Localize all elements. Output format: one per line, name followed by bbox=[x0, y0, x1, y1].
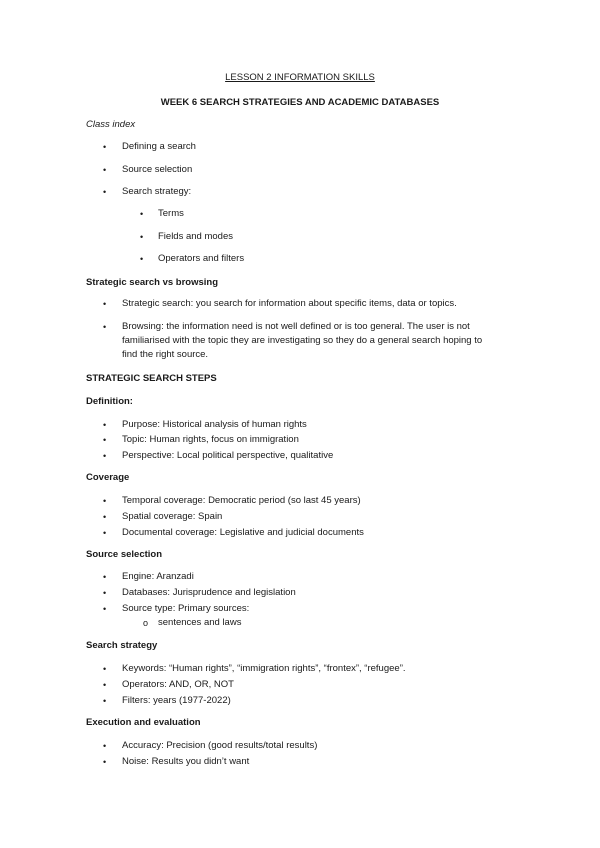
class-index-item: Source selection bbox=[122, 164, 193, 175]
bullet-icon: • bbox=[103, 680, 107, 690]
definition-item: Topic: Human rights, focus on immigration bbox=[122, 434, 299, 445]
coverage-item: Spatial coverage: Spain bbox=[122, 511, 223, 522]
strategy-item: Operators: AND, OR, NOT bbox=[122, 679, 234, 690]
execution-item: Accuracy: Precision (good results/total results) bbox=[122, 740, 318, 751]
class-index-item: Defining a search bbox=[122, 141, 196, 152]
class-index-heading: Class index bbox=[86, 119, 136, 130]
source-selection-heading: Source selection bbox=[86, 549, 163, 560]
definition-heading: Definition: bbox=[86, 396, 133, 407]
bullet-icon: • bbox=[103, 696, 107, 706]
definition-item: Perspective: Local political perspective, qualitative bbox=[122, 450, 334, 461]
bullet-icon: • bbox=[103, 420, 107, 430]
bullet-icon: • bbox=[103, 435, 107, 445]
coverage-item: Documental coverage: Legislative and judicial documents bbox=[122, 527, 364, 538]
bullet-icon: • bbox=[103, 664, 107, 674]
circle-bullet-icon: o bbox=[143, 618, 149, 628]
execution-heading: Execution and evaluation bbox=[86, 717, 201, 728]
definition-item: Purpose: Historical analysis of human rights bbox=[122, 419, 307, 430]
strategy-item: Filters: years (1977-2022) bbox=[122, 695, 231, 706]
bullet-icon: • bbox=[103, 741, 107, 751]
source-item: Databases: Jurisprudence and legislation bbox=[122, 587, 296, 598]
strategic-item-line: familiarised with the topic they are investigating so they do a general search hoping to bbox=[122, 335, 483, 346]
bullet-icon: • bbox=[103, 165, 107, 175]
source-item: Engine: Aranzadi bbox=[122, 571, 194, 582]
strategic-heading: Strategic search vs browsing bbox=[86, 277, 218, 288]
bullet-icon: • bbox=[103, 757, 107, 767]
strategy-item: Keywords: “Human rights”, “immigration rights”, “frontex”, “refugee”. bbox=[122, 663, 406, 674]
source-subitem: sentences and laws bbox=[158, 617, 242, 628]
bullet-icon: • bbox=[103, 528, 107, 538]
bullet-icon: • bbox=[103, 512, 107, 522]
execution-item: Noise: Results you didn’t want bbox=[122, 756, 250, 767]
strategic-item-line: Browsing: the information need is not well defined or is too general. The user is not bbox=[122, 321, 470, 332]
class-index-item: Search strategy: bbox=[122, 186, 192, 197]
bullet-icon: • bbox=[140, 232, 144, 242]
bullet-icon: • bbox=[103, 451, 107, 461]
steps-heading: STRATEGIC SEARCH STEPS bbox=[86, 373, 217, 384]
bullet-icon: • bbox=[103, 299, 107, 309]
bullet-icon: • bbox=[103, 142, 107, 152]
bullet-icon: • bbox=[140, 254, 144, 264]
bullet-icon: • bbox=[103, 322, 107, 332]
source-item: Source type: Primary sources: bbox=[122, 603, 250, 614]
strategic-item: Strategic search: you search for information about specific items, data or topics. bbox=[122, 298, 457, 309]
class-index-subitem: Fields and modes bbox=[158, 231, 233, 242]
week-subtitle: WEEK 6 SEARCH STRATEGIES AND ACADEMIC DATABASES bbox=[160, 97, 440, 108]
class-index-subitem: Terms bbox=[158, 208, 184, 219]
coverage-item: Temporal coverage: Democratic period (so last 45 years) bbox=[122, 495, 361, 506]
bullet-icon: • bbox=[103, 496, 107, 506]
coverage-heading: Coverage bbox=[86, 472, 130, 483]
lesson-title: LESSON 2 INFORMATION SKILLS bbox=[225, 72, 375, 83]
class-index-subitem: Operators and filters bbox=[158, 253, 245, 264]
bullet-icon: • bbox=[103, 572, 107, 582]
bullet-icon: • bbox=[103, 588, 107, 598]
bullet-icon: • bbox=[103, 604, 107, 614]
search-strategy-heading: Search strategy bbox=[86, 640, 158, 651]
bullet-icon: • bbox=[103, 187, 107, 197]
bullet-icon: • bbox=[140, 209, 144, 219]
strategic-item-line: find the right source. bbox=[122, 349, 209, 360]
